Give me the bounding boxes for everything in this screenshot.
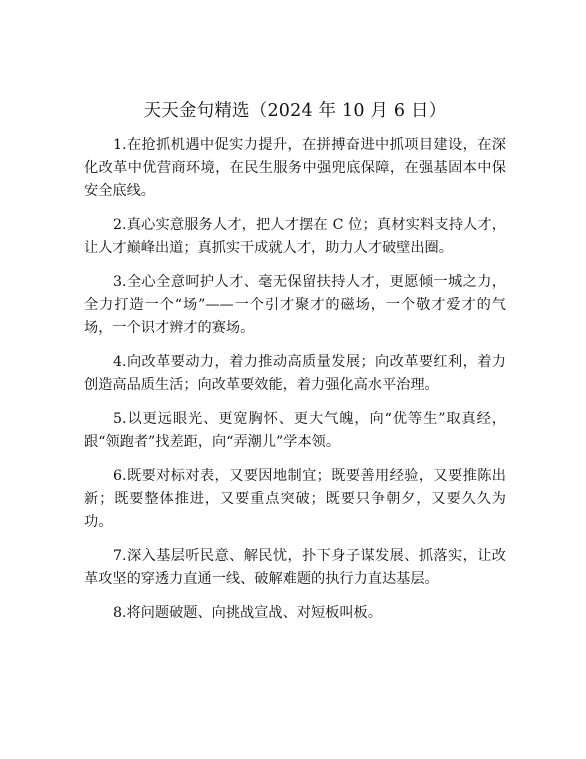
paragraph-7: 7.深入基层听民意、解民忧，扑下身子谋发展、抓落实，让改革攻坚的穿透力直通一线、破解难题的执行力直达基层。 — [84, 548, 506, 587]
paragraph-2: 2.真心实意服务人才，把人才摆在 C 位；真材实料支持人才，让人才巅峰出道；真抓实干成就人才，助力人才破壁出圈。 — [84, 217, 506, 256]
document-page — [84, 98, 506, 636]
paragraph-8: 8.将问题破题、向挑战宣战、对短板叫板。 — [113, 605, 382, 621]
paragraph-4: 4.向改革要动力，着力推动高质量发展；向改革要红利，着力创造高品质生活；向改革要效能，着力强化高水平治理。 — [84, 354, 506, 393]
paragraph-5: 5.以更远眼光、更宽胸怀、更大气魄，向“优等生”取真经，跟“领跑者”找差距，向“弄潮儿”学本领。 — [84, 411, 506, 450]
paragraph-6: 6.既要对标对表，又要因地制宜；既要善用经验，又要推陈出新；既要整体推进，又要重点突破；既要只争朝夕，又要久久为功。 — [84, 468, 506, 530]
paragraph-3: 3.全心全意呵护人才、毫无保留扶持人才，更愿倾一城之力，全力打造一个“场”——一个引才聚才的磁场，一个敬才爱才的气场，一个识才辨才的赛场。 — [84, 274, 506, 336]
paragraph-1: 1.在抢抓机遇中促实力提升，在拼搏奋进中抓项目建设，在深化改革中优营商环境，在民生服务中强兜底保障，在强基固本中保安全底线。 — [84, 137, 506, 199]
document-title: 天天金句精选（2024 年 10 月 6 日） — [143, 101, 447, 121]
